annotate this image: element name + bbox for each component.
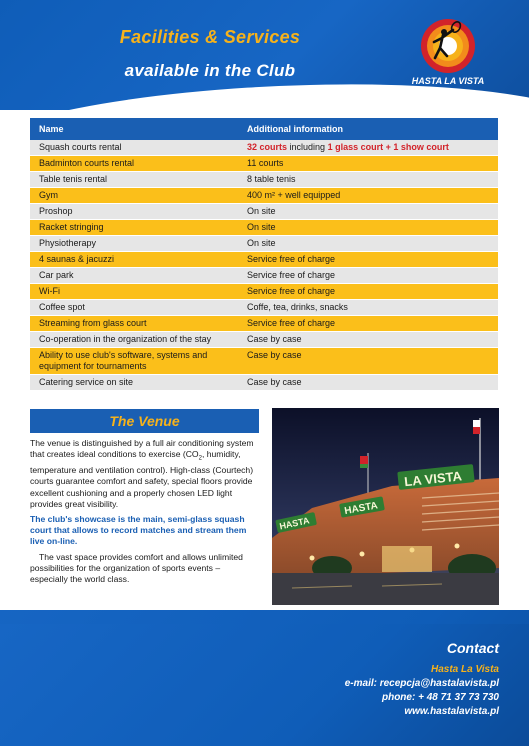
venue-paragraph-2: The club's showcase is the main, semi-glass squash court that allows to record matches and stream them live on-line. <box>30 513 247 547</box>
row-name: Ability to use club's software, systems and equipment for tournaments <box>39 350 208 371</box>
building-night-illustration <box>272 408 499 605</box>
table-header <box>30 118 498 140</box>
row-info: On site <box>247 238 276 248</box>
row-info: Case by case <box>247 334 302 344</box>
table-row <box>30 316 498 332</box>
row-info-highlight: 1 glass court + 1 show court <box>327 142 449 152</box>
contact-phone[interactable]: phone: + 48 71 37 73 730 <box>381 692 499 703</box>
table-row <box>30 300 498 316</box>
footer-contact <box>0 610 529 746</box>
row-info: 400 m² + well equipped <box>247 190 341 200</box>
logo-text: HASTA LA VISTA <box>411 76 485 86</box>
row-info: Case by case <box>247 377 302 387</box>
contact-details <box>345 663 499 719</box>
table-row <box>30 156 498 172</box>
row-info: Service free of charge <box>247 270 336 280</box>
row-name: Catering service on site <box>39 377 134 387</box>
row-info: Case by case <box>247 350 302 360</box>
row-info <box>247 140 498 155</box>
table-row <box>30 236 498 252</box>
row-name: Co-operation in the organization of the stay <box>39 334 212 344</box>
venue-heading: The Venue <box>30 409 259 433</box>
venue-paragraph-1 <box>30 438 259 510</box>
row-name: Wi-Fi <box>39 286 60 296</box>
club-logo <box>403 16 493 92</box>
row-name: Car park <box>39 270 74 280</box>
column-header-info: Additional information <box>247 123 343 134</box>
row-info: Service free of charge <box>247 286 336 296</box>
venue-p1-text-a: The venue is distinguished by a full air conditioning system that creates ideal conditions to exercise (CO <box>30 438 254 460</box>
table-row <box>30 188 498 204</box>
sign-hasta: HASTA <box>343 500 379 518</box>
row-name: Table tenis rental <box>39 174 108 184</box>
venue-paragraph-3: The vast space provides comfort and allows unlimited possibilities for the organization of sports events – especially the world class. <box>30 551 243 584</box>
table-row <box>30 268 498 284</box>
venue-description <box>30 438 259 589</box>
table-row <box>30 204 498 220</box>
page-title-line1: Facilities & Services <box>119 27 301 47</box>
table-body <box>30 140 498 391</box>
row-name: Badminton courts rental <box>39 158 135 168</box>
row-name: Streaming from glass court <box>39 318 147 328</box>
row-name: Physiotherapy <box>39 238 97 248</box>
row-info: Coffe, tea, drinks, snacks <box>247 302 348 312</box>
header-banner <box>0 0 529 110</box>
table-row <box>30 172 498 188</box>
table-row <box>30 332 498 348</box>
sign-la-vista: LA VISTA <box>403 468 463 490</box>
contact-heading: Contact <box>446 640 499 656</box>
table-row <box>30 348 498 375</box>
row-info: Service free of charge <box>247 254 336 264</box>
row-info: On site <box>247 206 276 216</box>
row-name: Proshop <box>39 206 73 216</box>
row-info: 11 courts <box>247 158 284 168</box>
table-row <box>30 220 498 236</box>
table-row <box>30 252 498 268</box>
row-info: 8 table tenis <box>247 174 296 184</box>
row-name: Gym <box>39 190 58 200</box>
venue-photo <box>272 408 499 605</box>
row-name: Coffee spot <box>39 302 85 312</box>
row-info: On site <box>247 222 276 232</box>
sign-hasta-far: HASTA <box>278 515 311 532</box>
column-header-name: Name <box>39 123 64 134</box>
table-row <box>30 140 498 156</box>
row-info-text: including <box>287 142 328 152</box>
facilities-table <box>30 118 498 391</box>
venue-p1-subscript: 2 <box>198 455 202 462</box>
table-row <box>30 284 498 300</box>
page-title-line2: available in the Club <box>124 61 296 80</box>
contact-org: Hasta La Vista <box>431 664 499 675</box>
row-info: Service free of charge <box>247 318 336 328</box>
table-row <box>30 375 498 391</box>
row-name: Squash courts rental <box>39 142 122 152</box>
row-info-highlight: 32 courts <box>247 142 288 152</box>
row-name: 4 saunas & jacuzzi <box>39 254 115 264</box>
venue-p1-text-b: , humidity, temperature and ventilation control). High-class (Courtech) courts guarantee comfort and safety, special floors provide excellent cushioning and a properly chosen LED light provides great visibility. <box>30 449 254 509</box>
logo-emblem-icon <box>403 16 493 76</box>
contact-website[interactable]: www.hastalavista.pl <box>404 706 499 717</box>
row-name: Racket stringing <box>39 222 104 232</box>
contact-email[interactable]: e-mail: recepcja@hastalavista.pl <box>344 678 499 689</box>
